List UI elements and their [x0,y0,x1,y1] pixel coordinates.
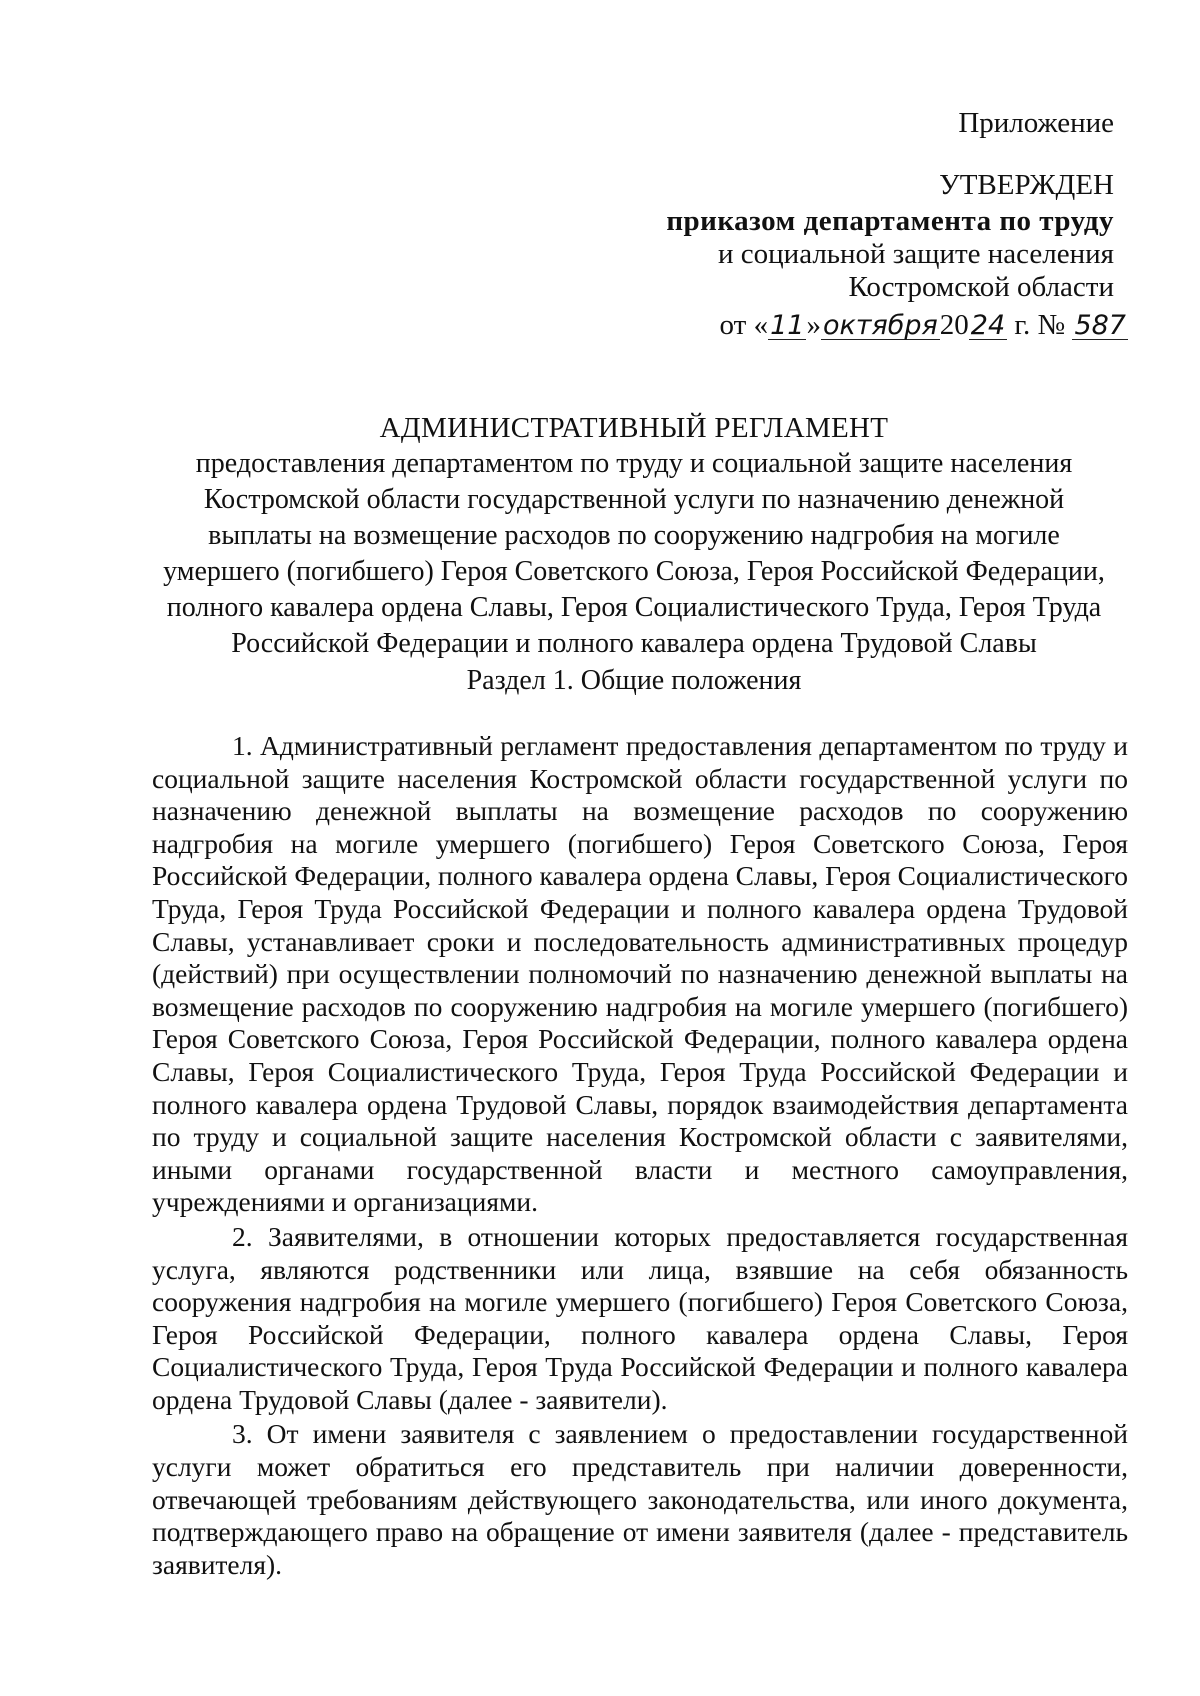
date-number-label: г. № [1014,309,1066,341]
approved-label: УТВЕРЖДЕН [939,169,1114,201]
order-line3: Костромской области [848,271,1114,303]
date-year-prefix: 20 [939,309,969,341]
title-line: полного кавалера ордена Славы, Героя Социалистического Труда, Героя Труда [166,592,1102,623]
order-date-line [720,308,1128,342]
appendix-label: Приложение [958,107,1114,139]
order-stamp-line1: приказом департамента по труду [666,205,1114,237]
date-month-handwritten: октября [822,310,938,341]
document-title [140,410,1128,662]
title-line: выплаты на возмещение расходов по сооружению надгробия на могиле [208,520,1060,551]
title-line: Костромской области государственной услуги по назначению денежной [203,484,1065,515]
date-mid: » [806,309,821,341]
title-main: АДМИНИСТРАТИВНЫЙ РЕГЛАМЕНТ [379,412,889,444]
date-year-handwritten: 24 [970,310,1006,341]
document-body [152,730,1128,1581]
date-prefix: от « [719,309,769,341]
order-line2: и социальной защите населения [718,238,1114,270]
paragraph: 3. От имени заявителя с заявлением о предоставлении государственной услуги может обратиться его представитель при наличии доверенности, отвечающей требованиям действующего законодательства, или иного документа, подтверждающего право на обращение от имени заявителя (далее - представитель заявителя). [152,1418,1128,1580]
date-day-handwritten: 11 [770,310,805,341]
section-heading: Раздел 1. Общие положения [466,665,802,696]
paragraph: 1. Административный регламент предоставления департаментом по труду и социальной защите населения Костромской области государственной услуги по назначению денежной выплаты на возмещение расходов по сооружению надгробия на могиле умершего (погибшего) Героя Советского Союза, Героя Российской Федерации, полного кавалера ордена Славы, Героя Социалистического Труда, Героя Труда Российской Федерации и полного кавалера ордена Трудовой Славы, устанавливает сроки и последовательность административных процедур (действий) при осуществлении полномочий по назначению денежной выплаты на возмещение расходов по сооружению надгробия на могиле умершего (погибшего) Героя Советского Союза, Героя Российской Федерации, полного кавалера ордена Славы, Героя Социалистического Труда, Героя Труда Российской Федерации и полного кавалера ордена Трудовой Славы, порядок взаимодействия департамента по труду и социальной защите населения Костромской области с заявителями, иными органами государственной власти и местного самоуправления, учреждениями и организациями. [152,730,1128,1218]
title-line: умершего (погибшего) Героя Советского Союза, Героя Российской Федерации, [163,556,1105,587]
title-line: Российской Федерации и полного кавалера ордена Трудовой Славы [231,628,1037,659]
order-number-handwritten: 587 [1074,310,1126,341]
paragraph: 2. Заявителями, в отношении которых предоставляется государственная услуга, являются родственники или лица, взявшие на себя обязанность сооружения надгробия на могиле умершего (погибшего) Героя Советского Союза, Героя Российской Федерации, полного кавалера ордена Славы, Героя Социалистического Труда, Героя Труда Российской Федерации и полного кавалера ордена Трудовой Славы (далее - заявители). [152,1220,1128,1415]
title-line: предоставления департаментом по труду и социальной защите населения [195,448,1073,479]
